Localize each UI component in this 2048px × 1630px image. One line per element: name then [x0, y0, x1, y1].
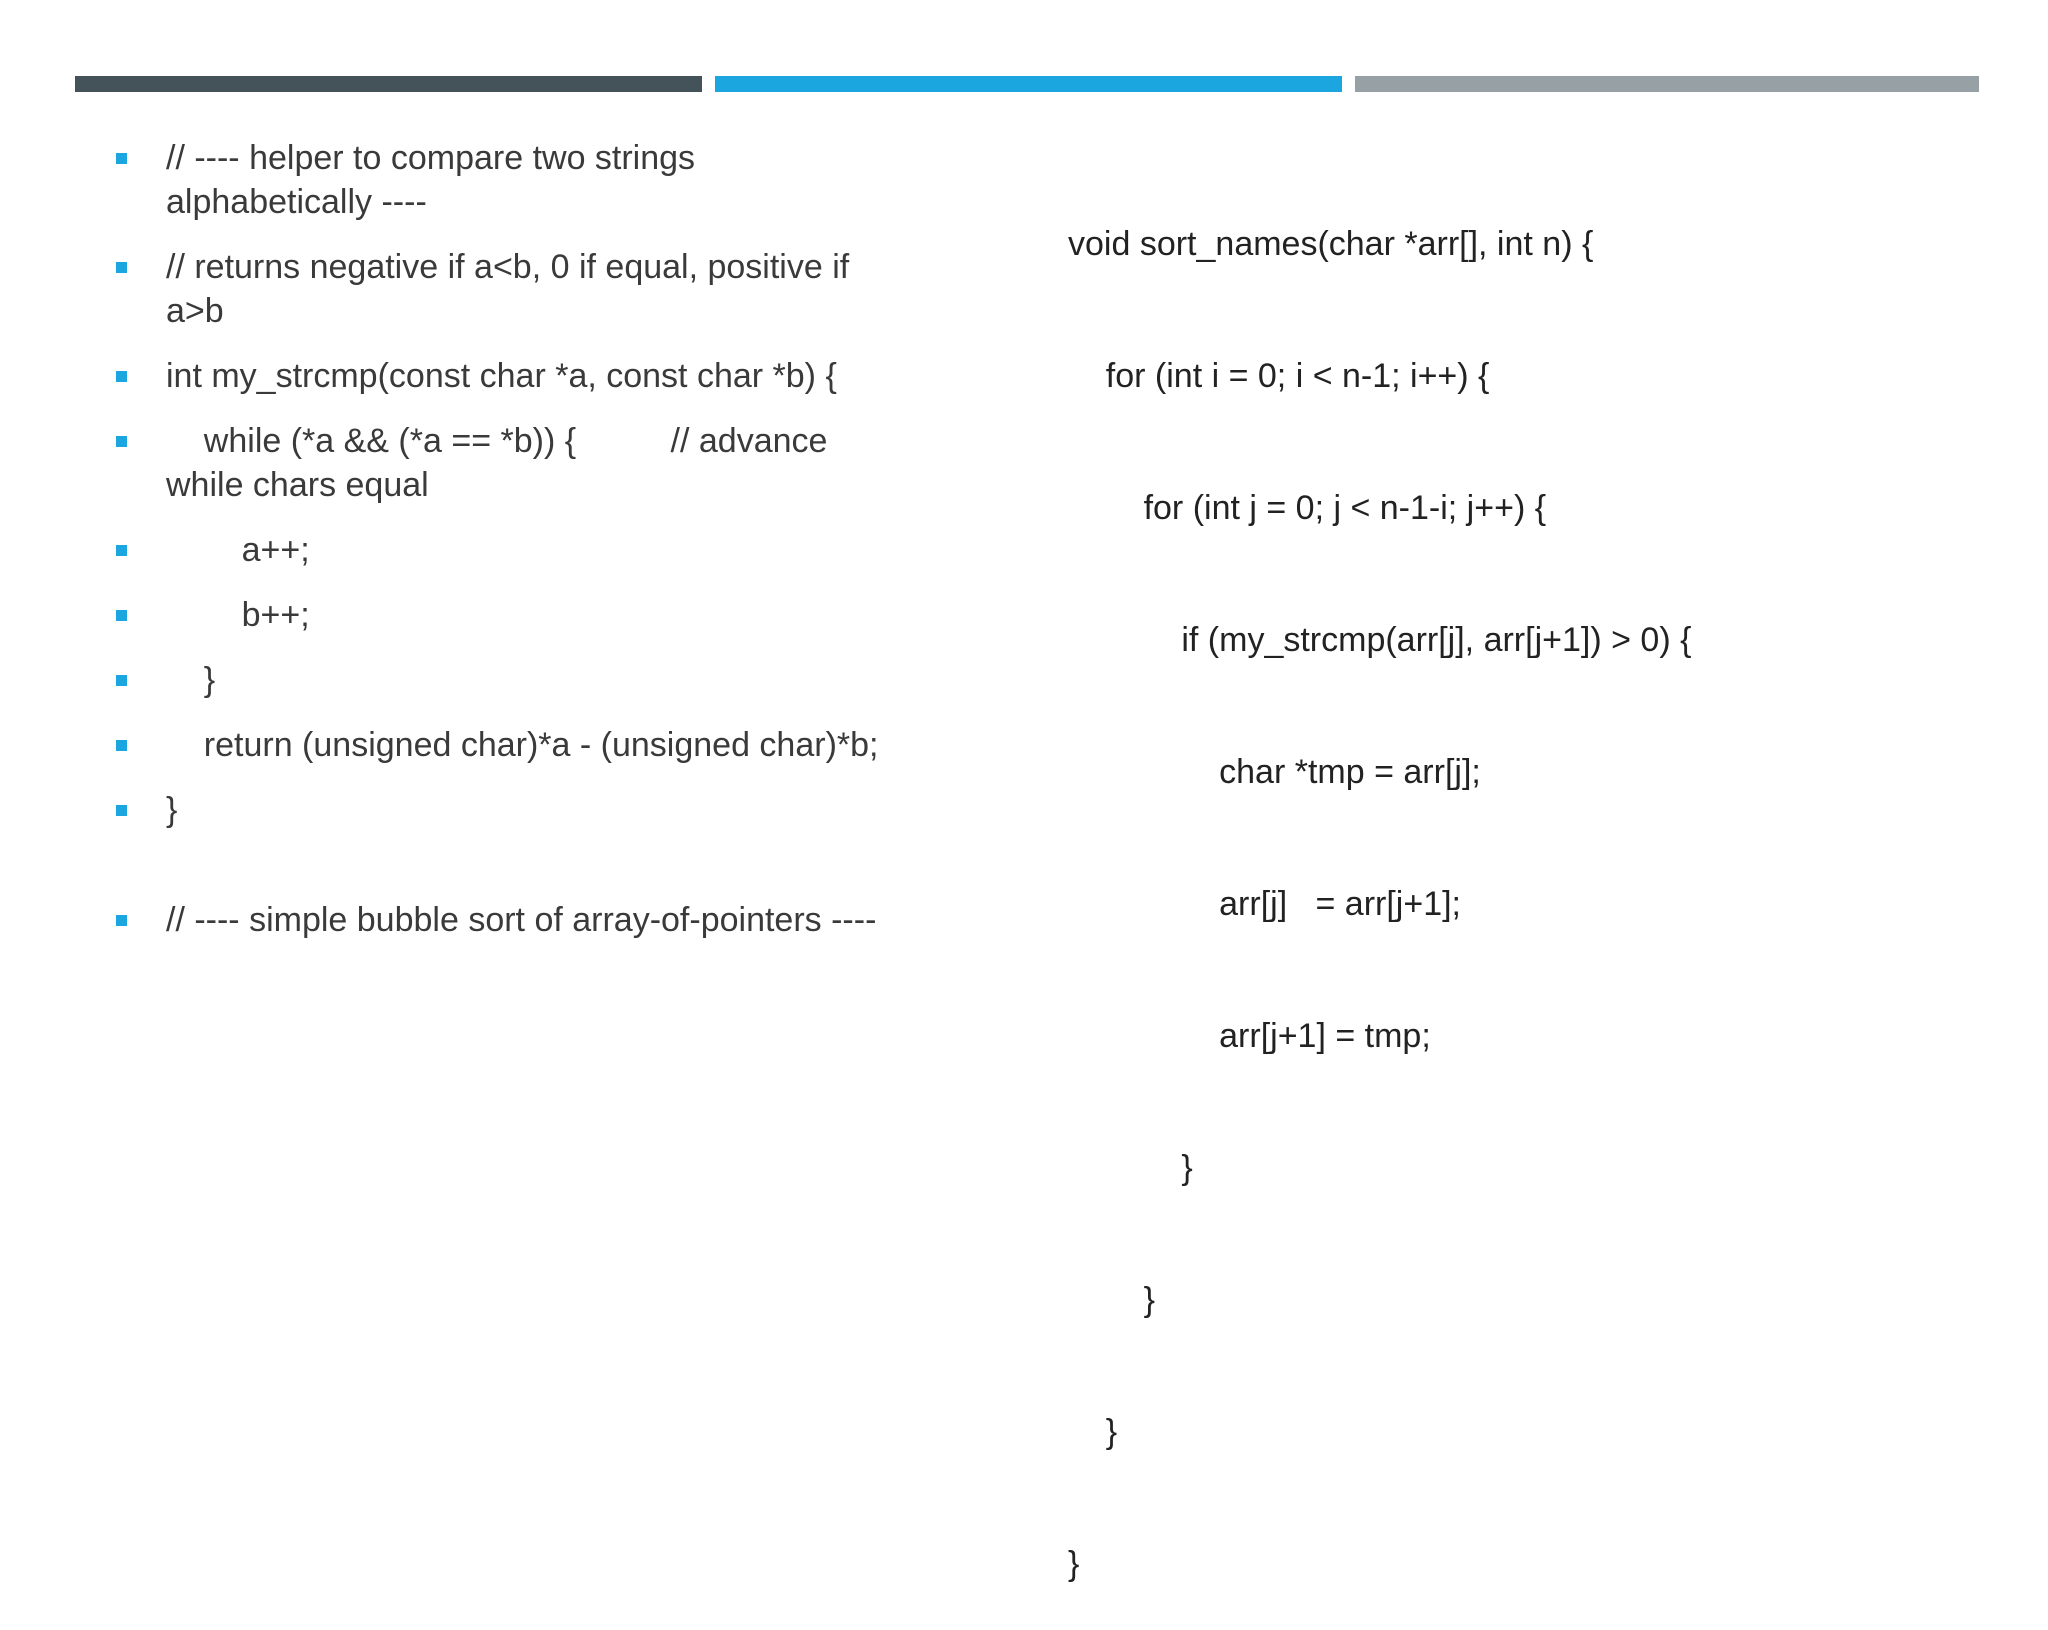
code-line: arr[j] = arr[j+1];: [1068, 885, 1461, 923]
code-line: void sort_names(char *arr[], int n) {: [1068, 225, 1594, 263]
bullet-text: }: [166, 661, 216, 699]
bullet-square-icon: [116, 610, 127, 621]
list-item: [110, 723, 890, 767]
bullet-square-icon: [116, 740, 127, 751]
code-line: for (int j = 0; j < n-1-i; j++) {: [1068, 489, 1547, 527]
bullet-text: return (unsigned char)*a - (unsigned char)*b;: [166, 726, 879, 764]
bullet-square-icon: [116, 153, 127, 164]
code-block: [1068, 134, 1691, 1630]
list-item: [110, 898, 890, 942]
bullet-square-icon: [116, 262, 127, 273]
list-item: [110, 419, 890, 507]
code-line: }: [1068, 1545, 1080, 1583]
bullet-text: }: [166, 791, 178, 829]
bullet-square-icon: [116, 805, 127, 816]
bullet-square-icon: [116, 675, 127, 686]
accent-bar-gray: [1355, 76, 1979, 92]
list-item: [110, 528, 890, 572]
bullet-text: int my_strcmp(const char *a, const char *b) {: [166, 357, 837, 395]
bullet-text: // ---- simple bubble sort of array-of-pointers ----: [166, 901, 877, 939]
code-line: }: [1068, 1413, 1118, 1451]
bullet-square-icon: [116, 915, 127, 926]
list-item: [110, 354, 890, 398]
list-item: [110, 136, 890, 224]
list-item: [110, 788, 890, 832]
code-line: }: [1068, 1281, 1155, 1319]
bullet-square-icon: [116, 436, 127, 447]
code-line: }: [1068, 1149, 1193, 1187]
bullet-text: b++;: [166, 596, 310, 634]
list-item: [110, 658, 890, 702]
bullet-text: // ---- helper to compare two strings alphabetically ----: [166, 139, 705, 221]
bullet-square-icon: [116, 371, 127, 382]
bullet-list: [110, 136, 890, 963]
list-item: [110, 593, 890, 637]
code-line: if (my_strcmp(arr[j], arr[j+1]) > 0) {: [1068, 621, 1692, 659]
list-item: [110, 245, 890, 333]
code-line: arr[j+1] = tmp;: [1068, 1017, 1431, 1055]
accent-bar-dark: [75, 76, 702, 92]
bullet-text: while (*a && (*a == *b)) { // advance while chars equal: [166, 422, 837, 504]
code-line: char *tmp = arr[j];: [1068, 753, 1481, 791]
code-line: for (int i = 0; i < n-1; i++) {: [1068, 357, 1490, 395]
bullet-text: // returns negative if a<b, 0 if equal, positive if a>b: [166, 248, 859, 330]
bullet-square-icon: [116, 545, 127, 556]
accent-bar-blue: [715, 76, 1342, 92]
bullet-text: a++;: [166, 531, 310, 569]
